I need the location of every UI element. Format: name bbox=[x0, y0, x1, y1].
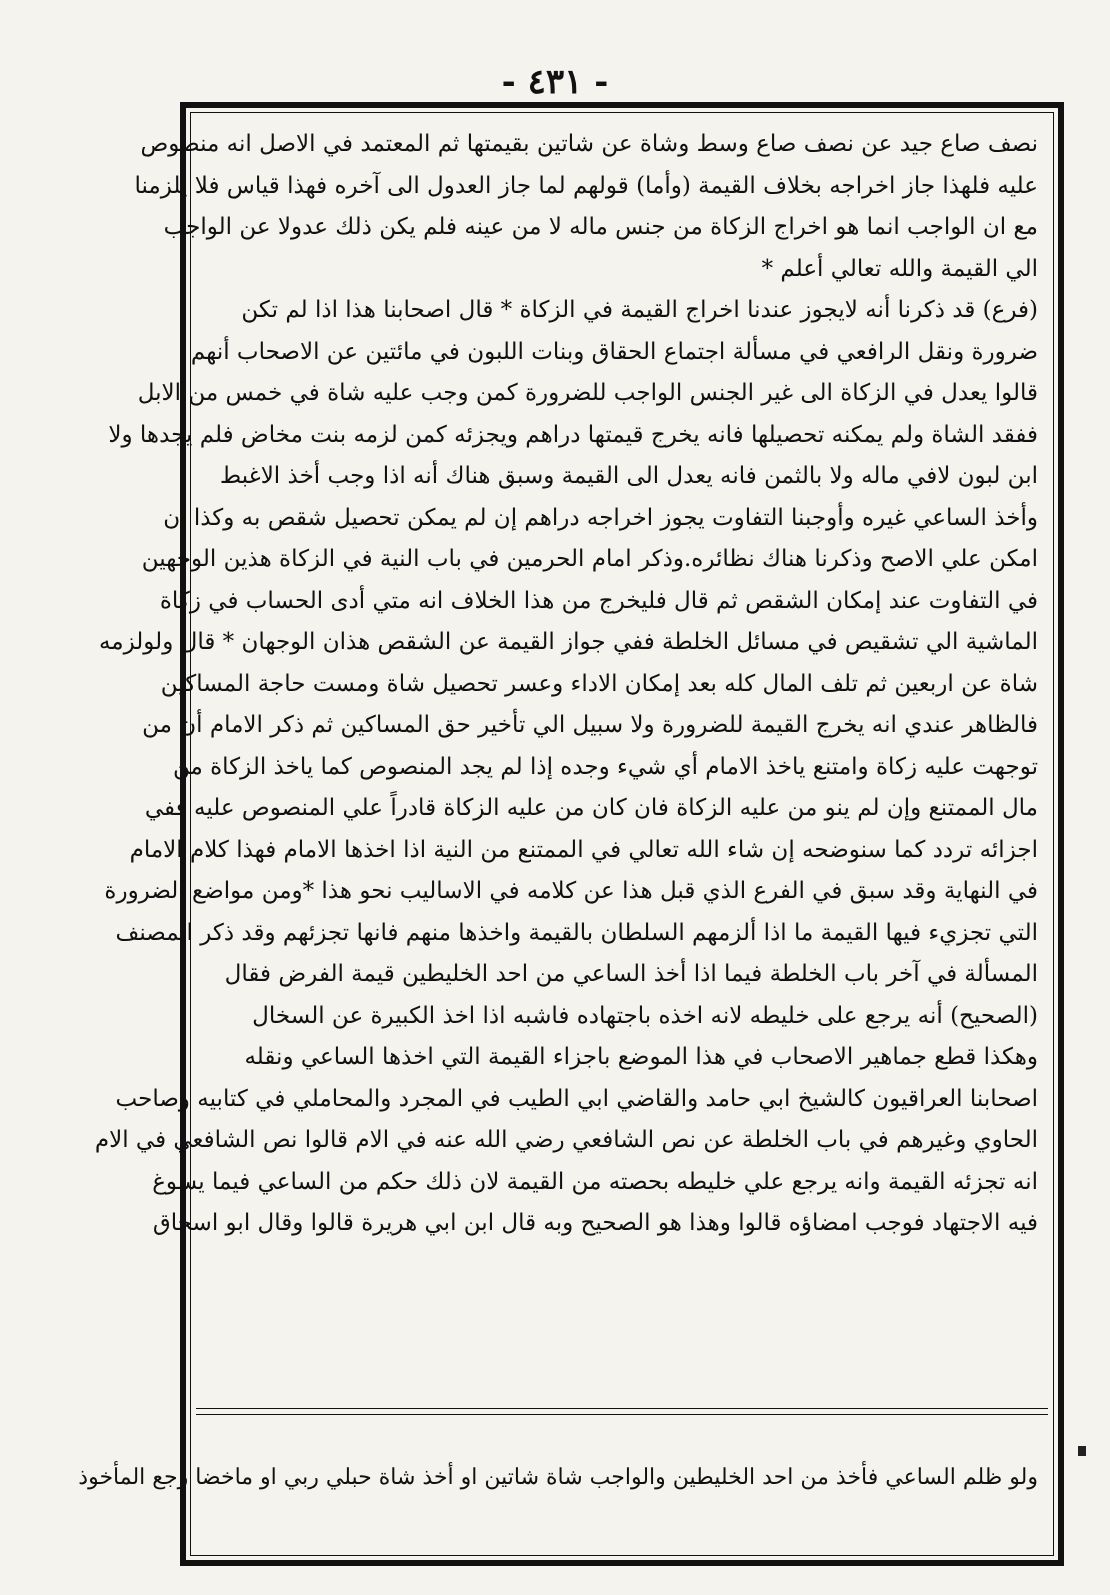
text-line: في النهاية وقد سبق في الفرع الذي قبل هذا عن كلامه في الاساليب نحو هذا *ومن مواضع الضرورة bbox=[104, 878, 1038, 904]
text-line: شاة عن اربعين ثم تلف المال كله بعد إمكان الاداء وعسر تحصيل شاة ومست حاجة المساكين bbox=[160, 670, 1038, 697]
margin-mark bbox=[1078, 1446, 1086, 1456]
text-line: فالظاهر عندي انه يخرج القيمة للضرورة ولا سبيل الي تأخير حق المساكين ثم ذكر الامام أن من bbox=[142, 712, 1038, 738]
text-line: الحاوي وغيرهم في باب الخلطة عن نص الشافعي رضي الله عنه في الام قالوا نص الشافعي في الام bbox=[94, 1127, 1038, 1153]
footnote-divider-bottom bbox=[196, 1414, 1048, 1415]
text-line: انه تجزئه القيمة وانه يرجع علي خليطه بحصته من القيمة لان ذلك حكم من الساعي فيما يسوغ bbox=[152, 1168, 1038, 1195]
text-line: مال الممتنع وإن لم ينو من عليه الزكاة فان كان من عليه الزكاة قادراً علي المنصوص عليه ففي bbox=[144, 795, 1038, 821]
text-line: وهكذا قطع جماهير الاصحاب في هذا الموضع باجزاء القيمة التي اخذها الساعي ونقله bbox=[244, 1044, 1038, 1070]
text-line: المسألة في آخر باب الخلطة فيما اذا أخذ الساعي من احد الخليطين قيمة الفرض فقال bbox=[224, 961, 1038, 987]
footnote: ولو ظلم الساعي فأخذ من احد الخليطين والواجب شاة شاتين او أخذ شاة حبلي ربي او ماخضا رجع المأخوذ bbox=[78, 1465, 1038, 1490]
text-line: الماشية الي تشقيص في مسائل الخلطة ففي جواز القيمة عن الشقص هذان الوجهان * قال ولولزمه bbox=[98, 629, 1038, 655]
text-line: في التفاوت عند إمكان الشقص ثم قال فليخرج من هذا الخلاف انه متي أدى الحساب في زكاة bbox=[159, 587, 1038, 614]
text-line: قالوا يعدل في الزكاة الى غير الجنس الواجب للضرورة كمن وجب عليه شاة في خمس من الابل bbox=[137, 380, 1038, 406]
text-line: الي القيمة والله تعالي أعلم * bbox=[761, 255, 1038, 282]
text-line: ضرورة ونقل الرافعي في مسألة اجتماع الحقاق وبنات اللبون في مائتين عن الاصحاب أنهم bbox=[190, 338, 1038, 365]
text-line: وأخذ الساعي غيره وأوجبنا التفاوت يجوز اخراجه دراهم إن لم يمكن تحصيل شقص به وكذا إن bbox=[163, 504, 1038, 531]
text-line: اصحابنا العراقيون كالشيخ ابي حامد والقاضي ابي الطيب في المجرد والمحاملي في كتابيه وصاحب bbox=[115, 1085, 1038, 1112]
text-line: اجزائه تردد كما سنوضحه إن شاء الله تعالي في الممتنع من النية اذا اخذها الامام فهذا كلام الامام bbox=[129, 836, 1038, 863]
text-line: التي تجزيء فيها القيمة ما اذا ألزمهم السلطان بالقيمة واخذها منهم فانها تجزئهم وقد ذكر المصنف bbox=[115, 919, 1038, 946]
page-number: - ٤٣١ - bbox=[501, 62, 609, 102]
footnote-divider-top bbox=[196, 1408, 1048, 1409]
text-line: ابن لبون لافي ماله ولا بالثمن فانه يعدل الى القيمة وسبق هناك أنه اذا وجب أخذ الاغبط bbox=[219, 463, 1038, 489]
main-text-block bbox=[94, 124, 1038, 1245]
text-line: (الصحيح) أنه يرجع على خليطه لانه اخذه باجتهاده فاشبه اذا اخذ الكبيرة عن السخال bbox=[252, 1002, 1038, 1029]
text-line: مع ان الواجب انما هو اخراج الزكاة من جنس ماله لا من عينه فلم يكن ذلك عدولا عن الواجب bbox=[163, 214, 1038, 240]
text-line: توجهت عليه زكاة وامتنع ياخذ الامام أي شيء وجده إذا لم يجد المنصوص كما ياخذ الزكاة من bbox=[172, 753, 1038, 780]
text-line: ففقد الشاة ولم يمكنه تحصيلها فانه يخرج قيمتها دراهم ويجزئه كمن لزمه بنت مخاض فلم يجدها ولا bbox=[108, 421, 1038, 448]
text-line: عليه فلهذا جاز اخراجه بخلاف القيمة (وأما) قولهم لما جاز العدول الى آخره فهذا قياس فلا يلزمنا bbox=[134, 172, 1038, 199]
text-line: (فرع) قد ذكرنا أنه لايجوز عندنا اخراج القيمة في الزكاة * قال اصحابنا هذا اذا لم تكن bbox=[241, 297, 1038, 323]
text-line: امكن علي الاصح وذكرنا هناك نظائره.وذكر امام الحرمين في باب النية في الزكاة هذين الوجهين bbox=[141, 546, 1038, 572]
text-line: نصف صاع جيد عن نصف صاع وسط وشاة عن شاتين بقيمتها ثم المعتمد في الاصل انه منصوص bbox=[140, 131, 1038, 157]
text-line: فيه الاجتهاد فوجب امضاؤه قالوا وهذا هو الصحيح وبه قال ابن ابي هريرة قالوا وقال ابو اسحاق bbox=[152, 1210, 1038, 1236]
